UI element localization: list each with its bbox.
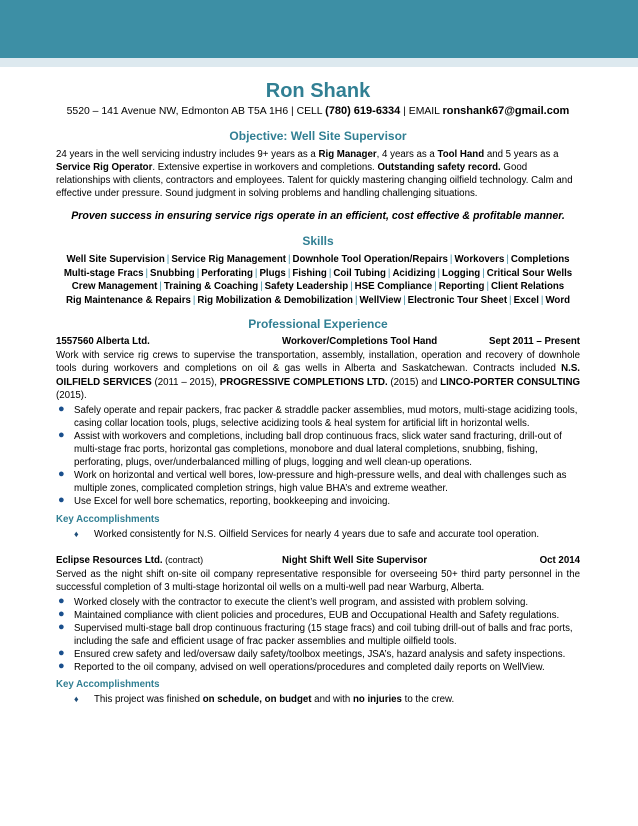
- header-banner-stripe: [0, 58, 638, 67]
- skill-item: Acidizing: [392, 267, 436, 279]
- skill-separator: |: [403, 294, 406, 306]
- skill-item: Word: [545, 294, 571, 306]
- skill-separator: |: [354, 294, 358, 306]
- bullet-icon: ●: [58, 594, 65, 607]
- skill-item: Critical Sour Wells: [486, 267, 573, 279]
- skill-separator: |: [540, 294, 544, 306]
- skill-item: Excel: [513, 294, 539, 306]
- skill-separator: |: [288, 254, 291, 266]
- experience-heading: Professional Experience: [248, 317, 388, 332]
- job-description: Served as the night shift on-site oil company representative responsible for overseeing 50+ third party personnel in the successful completion of 3 multi-stage horizontal oil wells on a multi-well pad near Warburg, Alberta.: [56, 568, 580, 593]
- skill-item: Workovers: [454, 254, 505, 266]
- skill-item: Downhole Tool Operation/Repairs: [292, 254, 448, 266]
- diamond-bullet-icon: ♦: [74, 694, 79, 705]
- email-label: | EMAIL: [400, 106, 443, 117]
- contact-line: [56, 105, 580, 117]
- skill-item: Snubbing: [150, 267, 195, 279]
- skill-separator: |: [509, 294, 512, 306]
- job-title: Workover/Completions Tool Hand: [282, 336, 438, 348]
- resume-page: [56, 72, 580, 706]
- job-description: Work with service rig crews to supervise the transportation, assembly, installation, operation and recovery of downhole tools during workovers and completions on oil & gas wells in Alberta and Saskatchewan. Contracts included N.S. OILFIELD SERVICES (2011 – 2015), PROGRESSIVE COMPLETIONS LTD. (2015) and LINCO-PORTER CONSULTING (2015).: [56, 350, 580, 401]
- bullet-icon: ●: [58, 647, 65, 660]
- skill-item: Reporting: [438, 281, 485, 293]
- skill-separator: |: [437, 267, 441, 279]
- job-dates: Sept 2011 – Present: [488, 336, 580, 348]
- bullet-icon: ●: [58, 494, 65, 507]
- objective-heading: Objective: Well Site Supervisor: [229, 129, 407, 143]
- skills-list: [56, 253, 580, 307]
- skills-line: [56, 280, 580, 294]
- skill-item: Well Site Supervision: [66, 254, 165, 266]
- job-duties-list: [56, 596, 580, 675]
- skill-item: HSE Compliance: [354, 281, 433, 293]
- skill-item: Plugs: [259, 267, 286, 279]
- skill-item: Coil Tubing: [333, 267, 386, 279]
- bullet-icon: ●: [58, 620, 65, 633]
- accomplishment-item: ♦ Worked consistently for N.S. Oilfield Services for nearly 4 years due to safe and accurate tool operation.: [74, 528, 540, 540]
- skill-item: Electronic Tour Sheet: [407, 294, 508, 306]
- bullet-icon: ●: [58, 660, 65, 673]
- job-duties-list: [56, 404, 580, 509]
- candidate-name: Ron Shank: [265, 80, 371, 102]
- skill-separator: |: [350, 281, 353, 293]
- job-title: Night Shift Well Site Supervisor: [282, 554, 428, 566]
- list-item: ● Assist with workovers and completions, including ball drop continuous fracs, slick water sand fracturing, drill-out of multi-stage frac ports, horizontal gas completions, monobore and dual lateral completions, snubbing, fishing, perforating, plugs, over/underbalanced milling of plugs, logging and well clean-up operations.: [58, 428, 562, 469]
- objective-summary: 24 years in the well servicing industry includes 9+ years as a Rig Manager, 4 years as a Tool Hand and 5 years as a Service Rig Operator. Extensive expertise in workovers and completions. Outstanding safety record. Good relationships with clients, contractors and employees. Talent for quickly mastering changing oilfield technology. Calm and effective under pressure. Sound judgment in solving problems and handling challenging situations.: [56, 149, 573, 200]
- skill-item: Training & Coaching: [163, 281, 259, 293]
- skills-line: [56, 253, 580, 267]
- list-item: ● Safely operate and repair packers, frac packer & straddle packer assemblies, mud motors, multi-stage acidizing tools, casing collar location tools, plugs, selective acidizing tools & heal system for artificial lift in horizontal wells.: [58, 402, 578, 429]
- skill-separator: |: [434, 281, 437, 293]
- phone: (780) 619-6334: [325, 105, 401, 117]
- skill-item: Multi-stage Fracs: [63, 267, 144, 279]
- bullet-icon: ●: [58, 607, 65, 620]
- list-item: ● Supervised multi-stage ball drop continuous fracturing (15 stage fracs) and coil tubing drill-out of balls and frac ports, including the safe and efficient usage of frac packer assemblies and multiple oilfield tools.: [58, 620, 573, 648]
- skill-item: Rig Maintenance & Repairs: [65, 294, 191, 306]
- skill-item: Client Relations: [490, 281, 565, 293]
- skill-item: WellView: [359, 294, 402, 306]
- skill-item: Safety Leadership: [264, 281, 349, 293]
- bullet-icon: ●: [58, 428, 65, 441]
- skill-separator: |: [482, 267, 485, 279]
- list-item: ● Work on horizontal and vertical well bores, low-pressure and high-pressure wells, and deal with challenges such as multiple zones, complicated completion strings, high value BHA’s and extreme weather.: [58, 468, 567, 495]
- address: 5520 – 141 Avenue NW, Edmonton AB T5A 1H6 | CELL: [66, 106, 326, 117]
- diamond-bullet-icon: ♦: [74, 528, 79, 539]
- objective-tagline: Proven success in ensuring service rigs operate in an efficient, cost effective & profitable manner.: [71, 210, 565, 223]
- skills-line: [56, 267, 580, 281]
- job-dates: Oct 2014: [539, 554, 580, 566]
- list-item: ● Ensured crew safety and led/oversaw daily safety/toolbox meetings, JSA’s, hazard analysis and safety inspections.: [58, 647, 566, 661]
- skills-heading: Skills: [302, 234, 334, 249]
- bullet-icon: ●: [58, 468, 65, 481]
- email[interactable]: ronshank67@gmail.com: [442, 105, 570, 117]
- header-banner: [0, 0, 638, 58]
- job-header: [56, 336, 580, 349]
- skill-item: Rig Mobilization & Demobilization: [197, 294, 353, 306]
- skill-item: Fishing: [292, 267, 327, 279]
- list-item: ● Use Excel for well bore schematics, reporting, bookkeeping and invoicing.: [58, 494, 391, 508]
- skill-separator: |: [192, 294, 196, 306]
- key-accomplishments-heading: Key Accomplishments: [56, 679, 160, 691]
- skill-separator: |: [166, 254, 170, 266]
- job-company: Eclipse Resources Ltd. (contract): [56, 554, 204, 566]
- skills-line: [56, 294, 580, 308]
- bullet-icon: ●: [58, 402, 65, 415]
- skill-separator: |: [159, 281, 162, 293]
- list-item: ● Worked closely with the contractor to execute the client’s well program, and assisted with problem solving.: [58, 594, 529, 608]
- skill-item: Crew Management: [71, 281, 158, 293]
- job-header: [56, 555, 580, 568]
- skill-separator: |: [506, 254, 509, 266]
- list-item: ● Reported to the oil company, advised on well operations/procedures and completed daily reports on WellView.: [58, 660, 545, 674]
- skill-separator: |: [260, 281, 263, 293]
- skill-separator: |: [145, 267, 149, 279]
- skill-separator: |: [328, 267, 332, 279]
- skill-separator: |: [449, 254, 453, 266]
- list-item: ● Maintained compliance with client policies and procedures, EUB and Occupational Health and Safety regulations.: [58, 607, 560, 621]
- skill-item: Service Rig Management: [171, 254, 286, 266]
- skill-item: Completions: [510, 254, 570, 266]
- skill-separator: |: [486, 281, 489, 293]
- skill-separator: |: [196, 267, 200, 279]
- skill-separator: |: [287, 267, 291, 279]
- accomplishment-item: ♦ This project was finished on schedule, on budget and with no injuries to the crew.: [74, 694, 455, 706]
- skill-item: Logging: [442, 267, 481, 279]
- key-accomplishments-heading: Key Accomplishments: [56, 513, 160, 525]
- job-company: 1557560 Alberta Ltd.: [56, 336, 150, 348]
- skill-separator: |: [387, 267, 391, 279]
- skill-separator: |: [254, 267, 258, 279]
- skill-item: Perforating: [201, 267, 253, 279]
